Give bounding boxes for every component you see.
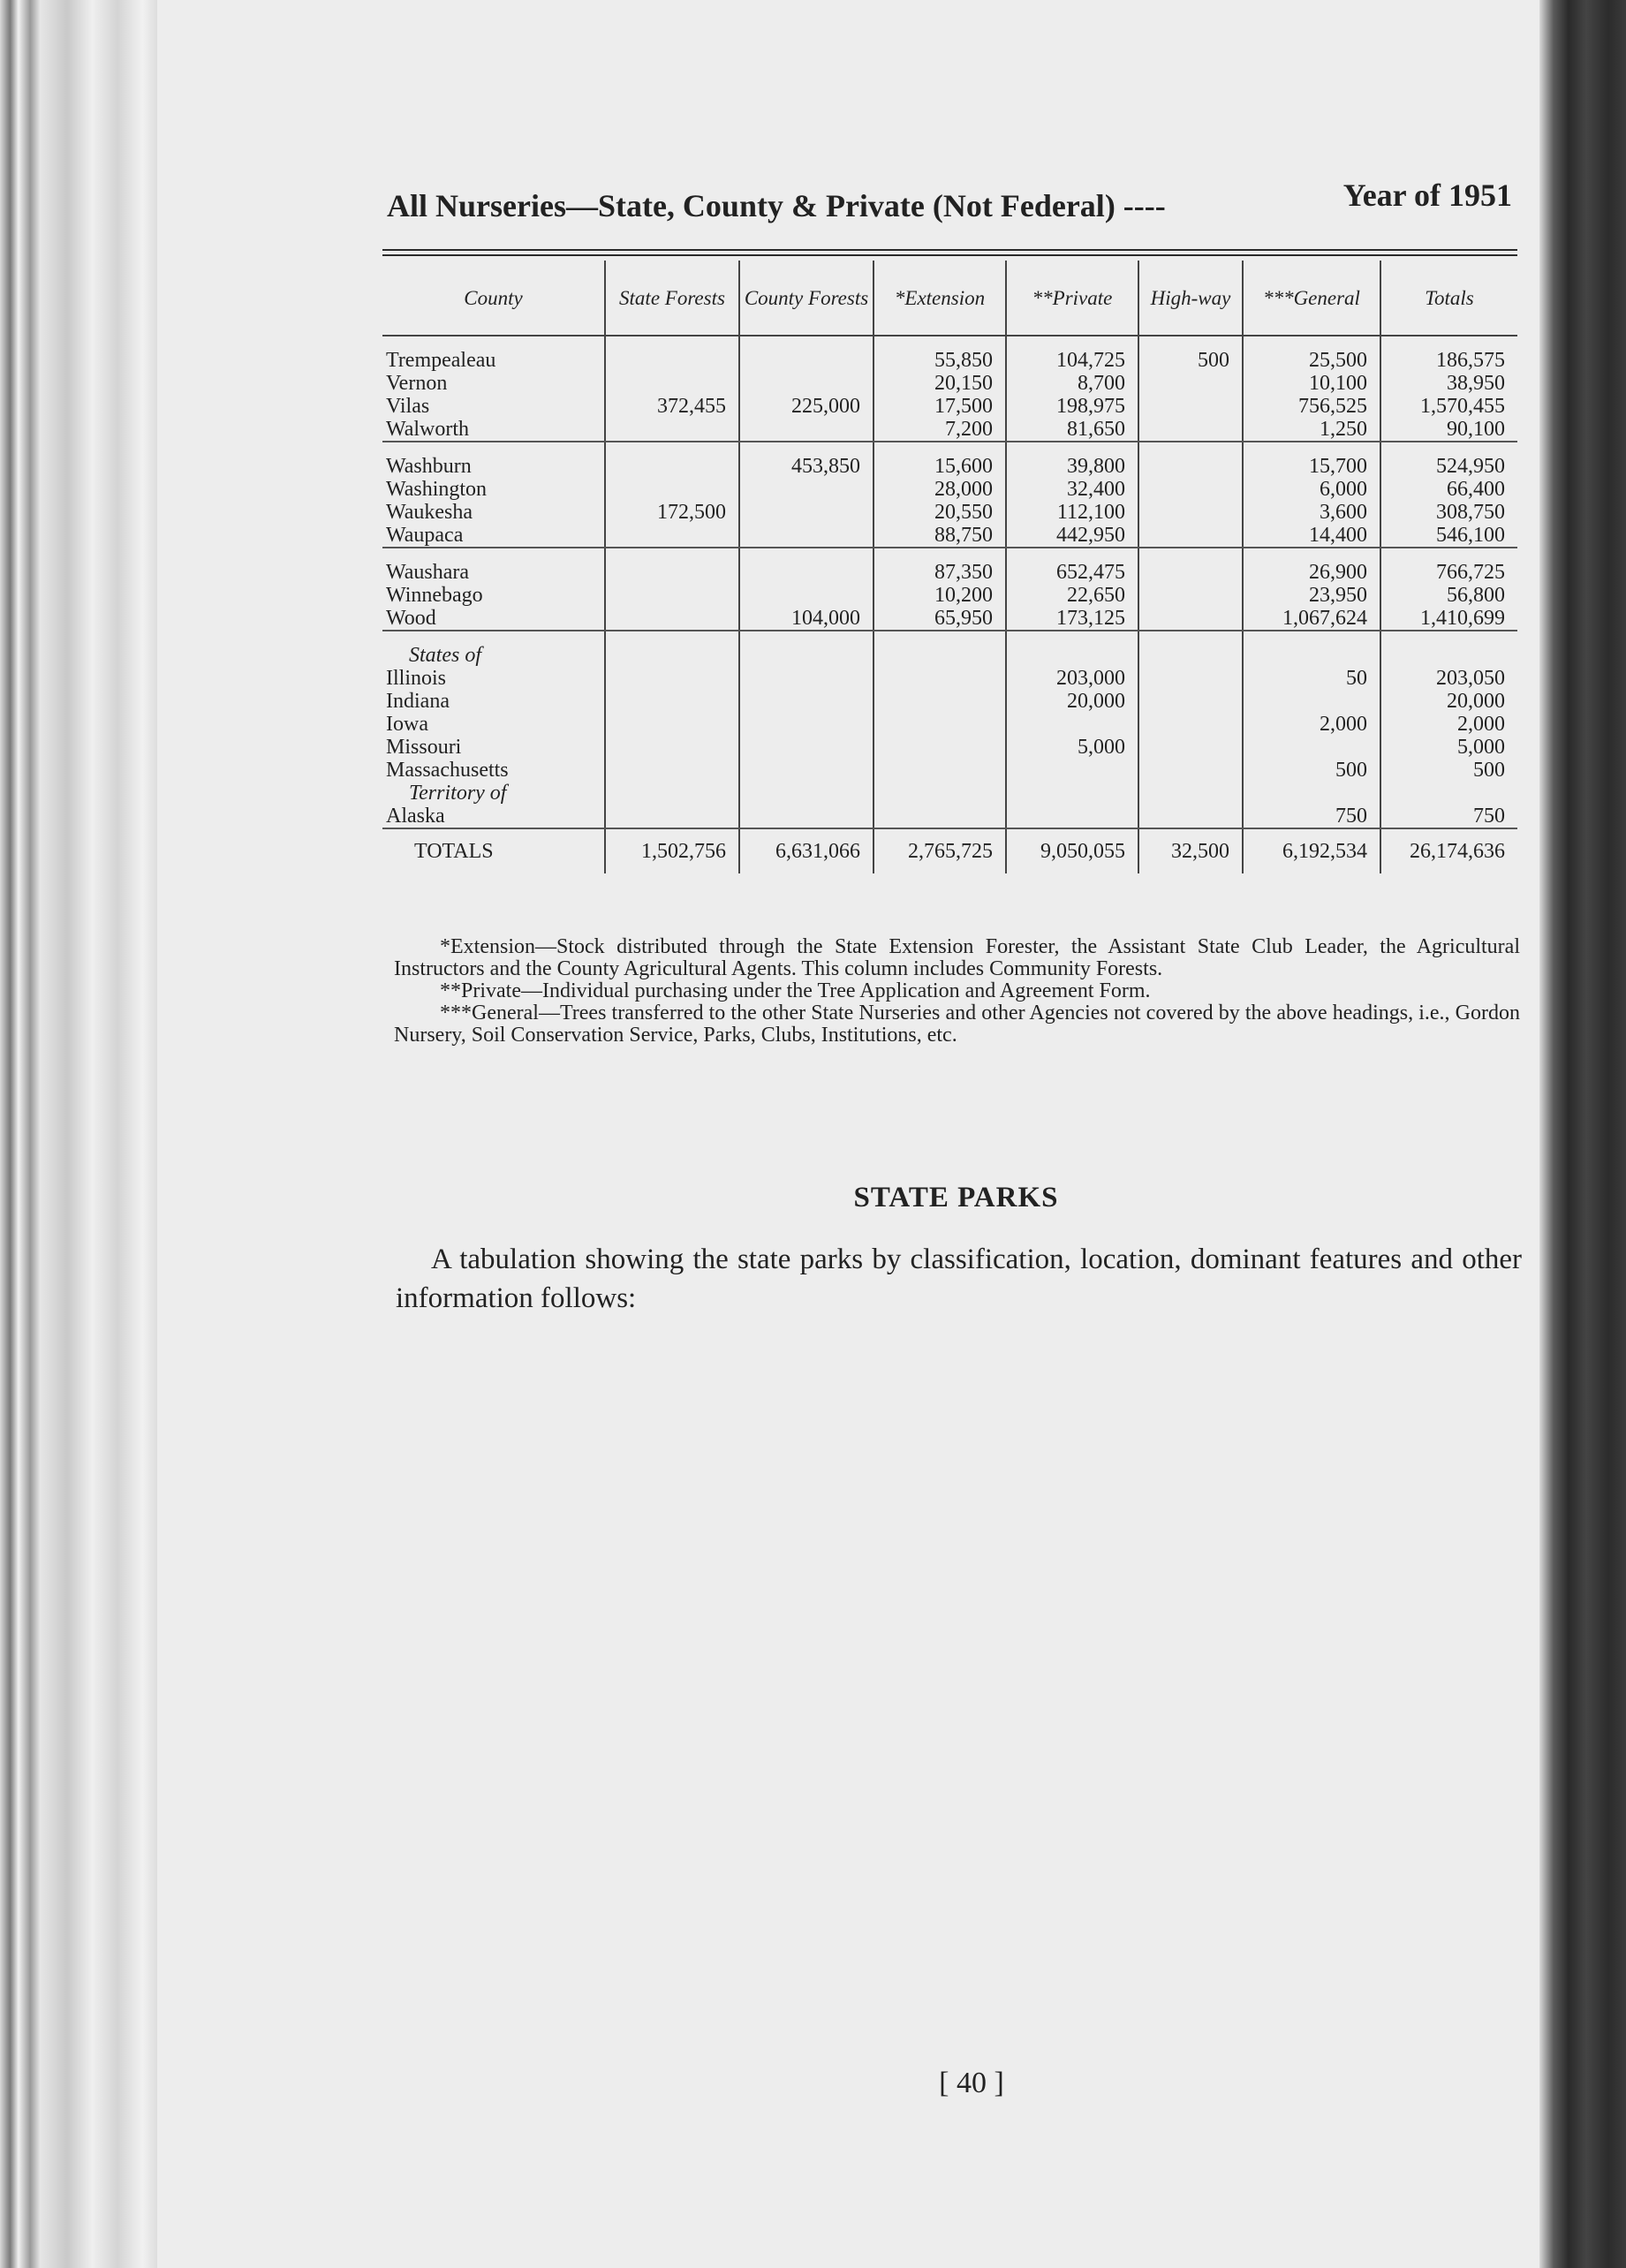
- cell-general: 50: [1243, 667, 1380, 690]
- table-row: [382, 501, 1517, 524]
- table-row: [382, 455, 1517, 478]
- cell-totals: 90,100: [1380, 418, 1517, 442]
- col-header-county: County: [382, 261, 605, 336]
- cell-state-forests: [605, 455, 739, 478]
- cell-county-forests: 104,000: [739, 607, 874, 631]
- cell-private: 32,400: [1006, 478, 1138, 501]
- col-header-general: ***General: [1243, 261, 1380, 336]
- cell-extension: [874, 736, 1006, 759]
- group-spacer: [382, 336, 1517, 349]
- table-row: [382, 524, 1517, 548]
- cell-extension: 28,000: [874, 478, 1006, 501]
- book-edge-left: [0, 0, 168, 2268]
- spacer-cell: [874, 442, 1006, 455]
- spacer-cell: [1380, 442, 1517, 455]
- cell-county-forests: [739, 713, 874, 736]
- cell-totals: 524,950: [1436, 455, 1505, 478]
- cell-extension: 87,350: [874, 561, 1006, 584]
- cell-highway: [1138, 418, 1243, 442]
- cell-general: [1243, 644, 1380, 667]
- col-header-extension: *Extension: [874, 261, 1006, 336]
- cell-private: 173,125: [1006, 607, 1138, 631]
- spacer-cell: [605, 336, 739, 349]
- cell-state-forests: [605, 782, 739, 805]
- cell-extension: [874, 782, 1006, 805]
- cell-county: States of: [382, 644, 605, 667]
- cell-highway: [1138, 805, 1243, 828]
- spacer-cell: [382, 442, 605, 455]
- cell-state-forests: [605, 372, 739, 395]
- page-number: [ 40 ]: [939, 2067, 1004, 2099]
- book-edge-right: [1538, 0, 1626, 2268]
- spacer-cell: [1006, 336, 1138, 349]
- cell-state-forests: [605, 644, 739, 667]
- cell-state-forests: [605, 736, 739, 759]
- table-body: [382, 336, 1517, 873]
- cell-highway: [1138, 667, 1243, 690]
- cell-county-forests: [739, 782, 874, 805]
- cell-state-forests: [605, 561, 739, 584]
- cell-county-forests: [739, 759, 874, 782]
- spacer-cell: [739, 442, 874, 455]
- cell-county: Waushara: [382, 561, 605, 584]
- year-label: Year of 1951: [1342, 178, 1512, 213]
- cell-highway: [1138, 690, 1243, 713]
- cell-extension: 15,600: [874, 455, 1006, 478]
- cell-totals: 56,800: [1447, 584, 1505, 607]
- cell-general: 750: [1243, 805, 1380, 828]
- title-rule-top: [382, 249, 1517, 251]
- title-rule-bottom: [382, 254, 1517, 256]
- cell-highway: [1138, 736, 1243, 759]
- cell-county: Waupaca: [382, 524, 605, 548]
- cell-highway: [1138, 607, 1243, 631]
- footnote-general: ***General—Trees transferred to the other State Nurseries and other Agencies not covered by the above headings, i.e., Gordon Nursery, Soil Conservation Service, Parks, Clubs, Institutions, etc.: [394, 1002, 1520, 1047]
- cell-county-forests: [739, 501, 874, 524]
- cell-extension: 20,550: [874, 501, 1006, 524]
- cell-county: Indiana: [382, 690, 605, 713]
- cell-extension: 7,200: [874, 418, 1006, 442]
- cell-general: 3,600: [1243, 501, 1380, 524]
- spacer-cell: [605, 442, 739, 455]
- total-state-forests: 1,502,756: [605, 828, 739, 873]
- cell-county-forests: [739, 478, 874, 501]
- cell-highway: [1138, 713, 1243, 736]
- cell-county-forests: [739, 372, 874, 395]
- table-row: [382, 736, 1517, 759]
- cell-general: [1243, 690, 1380, 713]
- cell-county: Illinois: [382, 667, 605, 690]
- cell-totals: 5,000: [1457, 736, 1505, 759]
- cell-totals: 1,570,455: [1420, 395, 1505, 418]
- cell-private: 198,975: [1006, 395, 1138, 418]
- table-row: [382, 713, 1517, 736]
- cell-highway: [1138, 372, 1243, 395]
- cell-private: 39,800: [1006, 455, 1138, 478]
- cell-totals: 500: [1473, 759, 1505, 782]
- total-highway: 32,500: [1138, 828, 1243, 873]
- cell-extension: [874, 805, 1006, 828]
- col-header-county-forests: County Forests: [739, 261, 874, 336]
- spacer-cell: [1138, 442, 1243, 455]
- table-row: [382, 782, 1517, 805]
- table-row: [382, 372, 1517, 395]
- cell-totals: 750: [1380, 805, 1517, 828]
- cell-county-forests: [739, 690, 874, 713]
- cell-state-forests: [605, 584, 739, 607]
- cell-highway: [1138, 455, 1243, 478]
- cell-private: [1006, 759, 1138, 782]
- cell-private: 22,650: [1006, 584, 1138, 607]
- cell-general: 500: [1243, 759, 1380, 782]
- cell-general: 23,950: [1243, 584, 1380, 607]
- cell-private: 81,650: [1006, 418, 1138, 442]
- spacer-cell: [1006, 631, 1138, 644]
- cell-totals: [1380, 782, 1517, 805]
- cell-extension: 55,850: [874, 349, 1006, 372]
- table-row: [382, 690, 1517, 713]
- spacer-cell: [874, 548, 1006, 561]
- cell-state-forests: [605, 759, 739, 782]
- intro-paragraph: A tabulation showing the state parks by classification, location, dominant features and other information follows:: [396, 1244, 1522, 1314]
- cell-county: Territory of: [382, 782, 605, 805]
- cell-state-forests: [605, 418, 739, 442]
- cell-county-forests: [739, 736, 874, 759]
- cell-private: 5,000: [1006, 736, 1138, 759]
- section-heading: STATE PARKS: [853, 1182, 1059, 1213]
- cell-private: [1006, 782, 1138, 805]
- cell-extension: [874, 690, 1006, 713]
- cell-state-forests: 172,500: [605, 501, 739, 524]
- cell-county: Washburn: [382, 455, 605, 478]
- cell-county-forests: [739, 805, 874, 828]
- cell-county: Winnebago: [382, 584, 605, 607]
- cell-extension: [874, 713, 1006, 736]
- cell-totals: 308,750: [1436, 501, 1505, 524]
- cell-general: 1,067,624: [1243, 607, 1380, 631]
- totals-row: [382, 828, 1517, 873]
- cell-county-forests: [739, 349, 874, 372]
- spacer-cell: [382, 548, 605, 561]
- footnote-extension: *Extension—Stock distributed through the State Extension Forester, the Assistant State Club Leader, the Agricultural Instructors and the County Agricultural Agents. This column includes Community Forests.: [394, 935, 1520, 980]
- cell-state-forests: [605, 607, 739, 631]
- col-header-highway: High-way: [1138, 261, 1243, 336]
- cell-county: Walworth: [382, 418, 605, 442]
- cell-private: [1006, 644, 1138, 667]
- cell-private: 112,100: [1006, 501, 1138, 524]
- cell-totals: 766,725: [1436, 561, 1505, 584]
- table-row: [382, 395, 1517, 418]
- cell-totals: 546,100: [1380, 524, 1517, 548]
- cell-state-forests: [605, 667, 739, 690]
- spacer-cell: [739, 548, 874, 561]
- cell-general: 14,400: [1243, 524, 1380, 548]
- cell-totals: 66,400: [1447, 478, 1505, 501]
- cell-state-forests: [605, 478, 739, 501]
- total-extension: 2,765,725: [874, 828, 1006, 873]
- spacer-cell: [1138, 336, 1243, 349]
- table-row: [382, 667, 1517, 690]
- col-header-state-forests: State Forests: [605, 261, 739, 336]
- cell-private: 203,000: [1006, 667, 1138, 690]
- cell-county: Vilas: [382, 395, 605, 418]
- cell-county: Alaska: [382, 805, 605, 828]
- cell-general: 756,525: [1243, 395, 1380, 418]
- cell-general: 6,000: [1243, 478, 1380, 501]
- total-general: 6,192,534: [1243, 828, 1380, 873]
- cell-county: Waukesha: [382, 501, 605, 524]
- cell-state-forests: 372,455: [605, 395, 739, 418]
- cell-county: Vernon: [382, 372, 605, 395]
- cell-county-forests: [739, 524, 874, 548]
- cell-county-forests: [739, 644, 874, 667]
- cell-state-forests: [605, 713, 739, 736]
- spacer-cell: [605, 631, 739, 644]
- cell-extension: 65,950: [874, 607, 1006, 631]
- total-totals: 26,174,636: [1380, 828, 1517, 873]
- cell-general: 10,100: [1243, 372, 1380, 395]
- intro-text: [396, 1240, 1522, 1318]
- spacer-cell: [605, 548, 739, 561]
- cell-private: 20,000: [1006, 690, 1138, 713]
- cell-general: 15,700: [1243, 455, 1380, 478]
- cell-extension: 17,500: [874, 395, 1006, 418]
- cell-totals: 38,950: [1447, 372, 1505, 395]
- cell-county: Washington: [382, 478, 605, 501]
- spacer-cell: [1243, 442, 1380, 455]
- footnotes: [394, 936, 1520, 1047]
- spacer-cell: [1006, 442, 1138, 455]
- spacer-cell: [382, 631, 605, 644]
- footnote-private: **Private—Individual purchasing under the Tree Application and Agreement Form.: [440, 979, 1151, 1002]
- table-header-row: [382, 261, 1517, 336]
- table-row: [382, 607, 1517, 631]
- cell-extension: 10,200: [874, 584, 1006, 607]
- spacer-cell: [1006, 548, 1138, 561]
- cell-state-forests: [605, 349, 739, 372]
- cell-county: Trempealeau: [382, 349, 605, 372]
- spacer-cell: [739, 336, 874, 349]
- cell-highway: 500: [1138, 349, 1243, 372]
- cell-highway: [1138, 478, 1243, 501]
- spacer-cell: [874, 631, 1006, 644]
- cell-extension: [874, 667, 1006, 690]
- cell-private: [1006, 805, 1138, 828]
- cell-general: 25,500: [1243, 349, 1380, 372]
- cell-private: [1006, 713, 1138, 736]
- cell-county-forests: [739, 418, 874, 442]
- total-private: 9,050,055: [1006, 828, 1138, 873]
- col-header-private: **Private: [1006, 261, 1138, 336]
- cell-state-forests: [605, 805, 739, 828]
- cell-general: 1,250: [1243, 418, 1380, 442]
- table-row: [382, 584, 1517, 607]
- cell-totals: 20,000: [1447, 690, 1505, 713]
- cell-highway: [1138, 501, 1243, 524]
- spacer-cell: [1243, 548, 1380, 561]
- cell-general: [1243, 736, 1380, 759]
- cell-county-forests: [739, 667, 874, 690]
- cell-private: 104,725: [1006, 349, 1138, 372]
- cell-totals: 1,410,699: [1380, 607, 1517, 631]
- cell-general: 2,000: [1243, 713, 1380, 736]
- spacer-cell: [739, 631, 874, 644]
- cell-highway: [1138, 759, 1243, 782]
- cell-county: Wood: [382, 607, 605, 631]
- cell-totals: 186,575: [1436, 349, 1505, 372]
- spacer-cell: [1243, 336, 1380, 349]
- group-spacer: [382, 631, 1517, 644]
- cell-totals: [1380, 644, 1517, 667]
- spacer-cell: [1380, 336, 1517, 349]
- spacer-cell: [1138, 631, 1243, 644]
- table-row: [382, 349, 1517, 372]
- cell-totals: 203,050: [1436, 667, 1505, 690]
- col-header-totals: Totals: [1380, 261, 1517, 336]
- cell-highway: [1138, 584, 1243, 607]
- totals-label: TOTALS: [382, 828, 605, 873]
- cell-highway: [1138, 782, 1243, 805]
- group-spacer: [382, 548, 1517, 561]
- cell-state-forests: [605, 690, 739, 713]
- cell-highway: [1138, 561, 1243, 584]
- cell-private: 652,475: [1006, 561, 1138, 584]
- cell-highway: [1138, 395, 1243, 418]
- spacer-cell: [1138, 548, 1243, 561]
- cell-private: 442,950: [1006, 524, 1138, 548]
- table-row: [382, 644, 1517, 667]
- nursery-table: [382, 261, 1517, 873]
- table-row: [382, 759, 1517, 782]
- cell-county: Iowa: [382, 713, 605, 736]
- cell-highway: [1138, 524, 1243, 548]
- cell-county-forests: [739, 561, 874, 584]
- cell-general: [1243, 782, 1380, 805]
- cell-county: Missouri: [382, 736, 605, 759]
- cell-state-forests: [605, 524, 739, 548]
- table-row: [382, 478, 1517, 501]
- group-spacer: [382, 442, 1517, 455]
- cell-extension: 88,750: [874, 524, 1006, 548]
- cell-extension: 20,150: [874, 372, 1006, 395]
- spacer-cell: [874, 336, 1006, 349]
- spacer-cell: [382, 336, 605, 349]
- cell-extension: [874, 759, 1006, 782]
- cell-county-forests: 453,850: [739, 455, 874, 478]
- cell-totals: 2,000: [1457, 713, 1505, 736]
- cell-county-forests: [739, 584, 874, 607]
- spacer-cell: [1380, 631, 1517, 644]
- cell-extension: [874, 644, 1006, 667]
- cell-general: 26,900: [1243, 561, 1380, 584]
- spacer-cell: [1380, 548, 1517, 561]
- cell-highway: [1138, 644, 1243, 667]
- total-county-forests: 6,631,066: [739, 828, 874, 873]
- table-row: [382, 561, 1517, 584]
- page-title: All Nurseries—State, County & Private (Not Federal) ----: [387, 188, 1166, 223]
- cell-private: 8,700: [1006, 372, 1138, 395]
- cell-county-forests: 225,000: [739, 395, 874, 418]
- table-row: [382, 418, 1517, 442]
- spacer-cell: [1243, 631, 1380, 644]
- table-row: [382, 805, 1517, 828]
- cell-county: Massachusetts: [382, 759, 605, 782]
